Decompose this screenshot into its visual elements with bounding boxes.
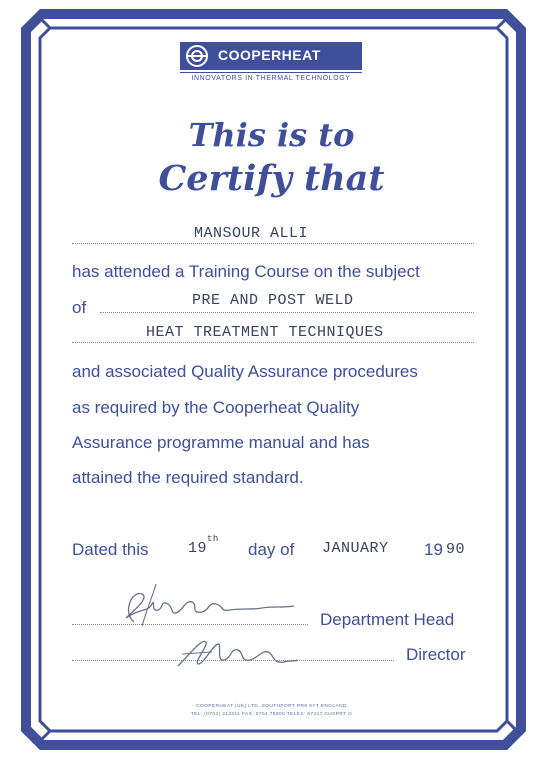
recipient-name: MANSOUR ALLI xyxy=(194,225,309,242)
dated-month: JANUARY xyxy=(322,540,389,557)
body-para-2: as required by the Cooperheat Quality xyxy=(72,398,360,417)
cooperheat-logo xyxy=(180,42,362,84)
dated-year-suffix: 90 xyxy=(446,541,466,558)
body-para-4: attained the required standard. xyxy=(72,468,304,487)
heading-line-1: This is to xyxy=(188,116,355,154)
director-signature xyxy=(172,634,302,670)
subject-line-2: HEAT TREATMENT TECHNIQUES xyxy=(146,324,384,341)
subject-dotted-line-2 xyxy=(72,342,474,343)
dated-day-suffix: th xyxy=(207,534,219,544)
of-label: of xyxy=(72,298,87,317)
footer-address: COOPERHEAT (UK) LTD. SOUTHPORT PR8 9YT ENGLAND xyxy=(196,704,347,709)
body-para-3: Assurance programme manual and has xyxy=(72,433,370,452)
logo-name: COOPERHEAT xyxy=(218,47,321,63)
logo-mark-icon xyxy=(186,45,208,67)
dated-year-prefix: 19 xyxy=(424,540,443,559)
department-head-signature xyxy=(112,582,302,632)
subject-line-1: PRE AND POST WELD xyxy=(192,292,354,309)
footer-contacts: TEL: (0704) 213311 FAX: 0704 75800 TELEX: 67417 CHSPRT G xyxy=(190,712,353,717)
recipient-dotted-line xyxy=(72,243,474,244)
role-department-head: Department Head xyxy=(320,610,455,629)
logo-badge xyxy=(180,42,362,70)
subject-dotted-line-1 xyxy=(100,312,474,313)
role-director: Director xyxy=(406,645,466,664)
heading-line-2: Certify that xyxy=(158,158,385,199)
body-para-1: and associated Quality Assurance procedures xyxy=(72,362,418,381)
day-of-label: day of xyxy=(248,540,295,559)
logo-tagline: INNOVATORS IN THERMAL TECHNOLOGY xyxy=(180,72,362,84)
dated-label: Dated this xyxy=(72,540,149,559)
dated-day: 19 xyxy=(188,540,208,557)
body-line-1: has attended a Training Course on the subject xyxy=(72,262,420,281)
